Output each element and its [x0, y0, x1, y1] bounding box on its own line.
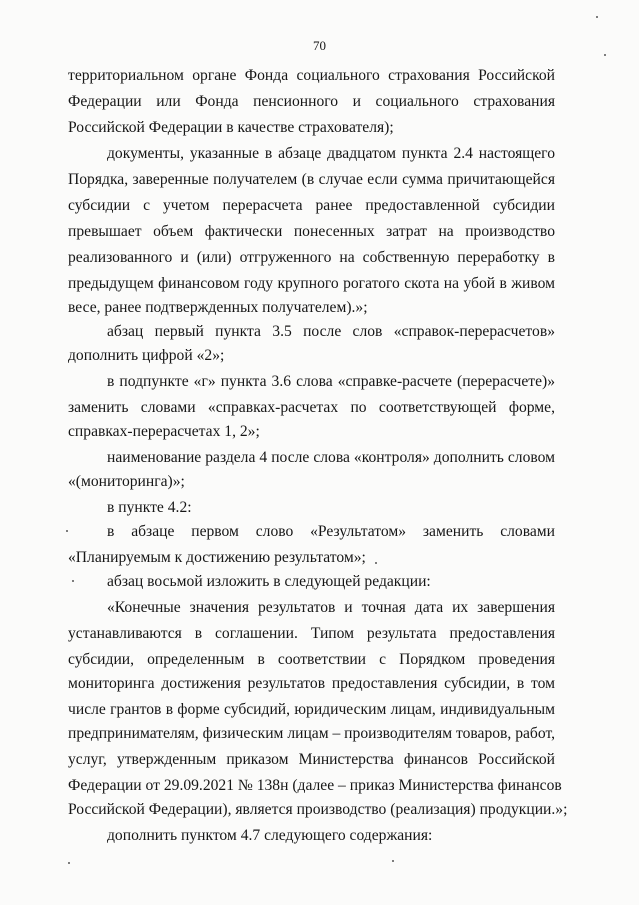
text-line: в пункте 4.2:	[107, 499, 192, 516]
text-line: предпринимателям, физическим лицам – производителям товаров, работ,	[68, 725, 555, 742]
text-line: услуг, утвержденным приказом Министерства финансов Российской	[68, 751, 555, 768]
text-line: Федерации от 29.09.2021 № 138н (далее – приказ Министерства финансов	[68, 777, 562, 794]
text-line: субсидии с учетом перерасчета ранее предоставленной субсидии	[68, 197, 555, 214]
text-line: дополнить пунктом 4.7 следующего содержания:	[107, 827, 433, 844]
text-line: Российской Федерации в качестве страхователя);	[68, 119, 394, 136]
text-line: числе грантов в форме субсидий, юридическим лицам, индивидуальным	[68, 701, 555, 718]
text-line: превышает объем фактически понесенных затрат на производство	[68, 223, 555, 240]
text-line: документы, указанные в абзаце двадцатом пункта 2.4 настоящего	[107, 145, 555, 162]
scan-speck	[66, 530, 68, 532]
text-line: справках-перерасчетах 1, 2»;	[68, 423, 260, 440]
text-line: реализованного и (или) отгруженного на собственную переработку в	[68, 249, 555, 266]
text-line: «(мониторинга)»;	[68, 473, 185, 490]
text-line: в абзаце первом слово «Результатом» заменить словами	[107, 523, 555, 540]
text-line: наименование раздела 4 после слова «контроля» дополнить словом	[107, 449, 555, 466]
scan-speck	[68, 862, 70, 864]
text-line: Российской Федерации), является производство (реализация) продукции.»;	[68, 801, 568, 818]
text-line: предыдущем финансовом году крупного рогатого скота на убой в живом	[68, 275, 555, 292]
scan-speck	[604, 54, 606, 56]
text-line: абзац первый пункта 3.5 после слов «справок-перерасчетов»	[107, 323, 555, 340]
scan-speck	[596, 16, 598, 18]
text-line: субсидии, определенным в соответствии с Порядком проведения	[68, 651, 555, 668]
scan-speck	[72, 580, 74, 582]
text-line: Федерации или Фонда пенсионного и социального страхования	[68, 93, 555, 110]
text-line: в подпункте «г» пункта 3.6 слова «справке-расчете (перерасчете)»	[107, 373, 555, 390]
scan-speck	[392, 860, 394, 862]
text-line: территориальном органе Фонда социального страхования Российской	[68, 67, 555, 84]
text-line: «Конечные значения результатов и точная дата их завершения	[107, 599, 555, 616]
text-line: дополнить цифрой «2»;	[68, 347, 225, 364]
text-line: заменить словами «справках-расчетах по соответствующей форме,	[68, 399, 555, 416]
page-number: 70	[313, 38, 326, 53]
scan-speck	[375, 562, 377, 564]
text-line: весе, ранее подтвержденных получателем).»;	[68, 299, 368, 316]
text-line: абзац восьмой изложить в следующей редакции:	[107, 573, 431, 590]
text-line: устанавливаются в соглашении. Типом результата предоставления	[68, 625, 555, 642]
text-line: «Планируемым к достижению результатом»;	[68, 549, 366, 566]
text-line: мониторинга достижения результатов предоставления субсидии, в том	[68, 675, 555, 692]
text-line: Порядка, заверенные получателем (в случае если сумма причитающейся	[68, 171, 555, 188]
